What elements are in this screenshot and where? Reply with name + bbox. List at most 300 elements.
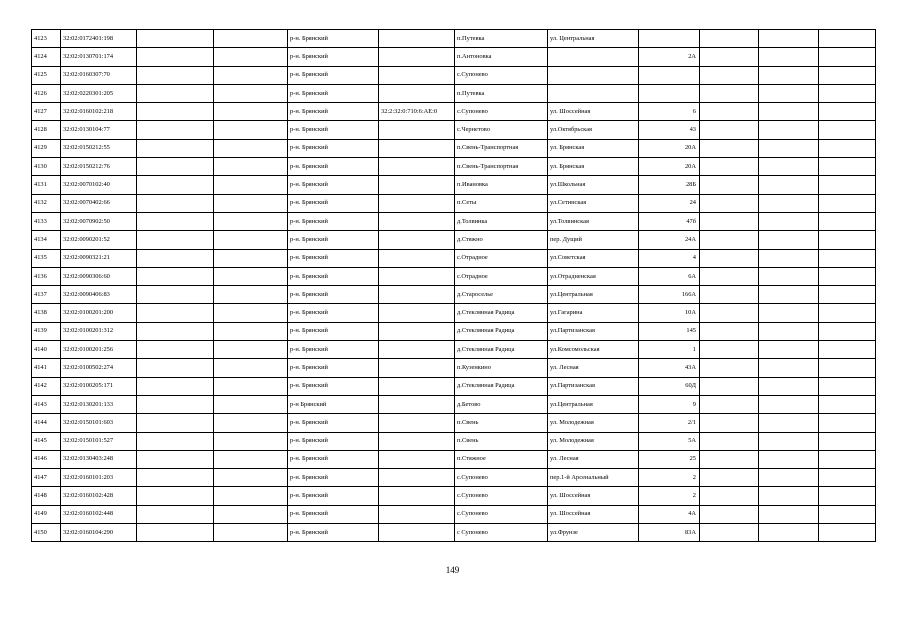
house-number-cell — [639, 84, 700, 102]
row-number-cell: 4125 — [32, 66, 61, 84]
empty-cell — [700, 121, 759, 139]
empty-cell — [700, 212, 759, 230]
empty-cell — [819, 176, 876, 194]
locality-cell: п.Свень — [455, 414, 548, 432]
row-number-cell: 4143 — [32, 395, 61, 413]
locality-cell: с.Супонево — [455, 66, 548, 84]
district-cell: р-н. Брянский — [288, 377, 379, 395]
cadastral-number-cell: 32:02:0100201:312 — [61, 322, 137, 340]
empty-cell — [137, 505, 214, 523]
locality-cell: д.Стеклянная Радица — [455, 322, 548, 340]
district-cell: р-н. Брянский — [288, 341, 379, 359]
street-cell: ул. Брянская — [548, 139, 639, 157]
conditional-number-cell — [379, 322, 455, 340]
district-cell: р-н. Брянский — [288, 304, 379, 322]
cadastral-number-cell: 32:02:0100205:171 — [61, 377, 137, 395]
empty-cell — [700, 267, 759, 285]
cadastral-number-cell: 32:02:0090306:60 — [61, 267, 137, 285]
locality-cell: д.Стеклянная Радица — [455, 377, 548, 395]
empty-cell — [137, 194, 214, 212]
house-number-cell: 2 — [639, 487, 700, 505]
house-number-cell: 83А — [639, 524, 700, 542]
table-row — [32, 469, 876, 487]
empty-cell — [214, 341, 288, 359]
empty-cell — [819, 84, 876, 102]
row-number-cell: 4127 — [32, 103, 61, 121]
empty-cell — [214, 359, 288, 377]
house-number-cell: 166А — [639, 286, 700, 304]
locality-cell: д.Стеклянная Радица — [455, 341, 548, 359]
empty-cell — [759, 267, 819, 285]
locality-cell: с.Супонево — [455, 103, 548, 121]
empty-cell — [819, 194, 876, 212]
cadastral-number-cell: 32:02:0160307:70 — [61, 66, 137, 84]
empty-cell — [819, 395, 876, 413]
empty-cell — [700, 139, 759, 157]
table-row — [32, 158, 876, 176]
district-cell: р-н. Брянский — [288, 48, 379, 66]
conditional-number-cell — [379, 505, 455, 523]
row-number-cell: 4147 — [32, 469, 61, 487]
row-number-cell: 4135 — [32, 249, 61, 267]
cadastral-number-cell: 32:02:0130201:133 — [61, 395, 137, 413]
row-number-cell: 4144 — [32, 414, 61, 432]
conditional-number-cell — [379, 487, 455, 505]
house-number-cell: 60Д — [639, 377, 700, 395]
empty-cell — [137, 359, 214, 377]
district-cell: р-н. Брянский — [288, 84, 379, 102]
conditional-number-cell — [379, 432, 455, 450]
street-cell: ул.Октябрьская — [548, 121, 639, 139]
street-cell: ул. Лесная — [548, 450, 639, 468]
empty-cell — [214, 304, 288, 322]
empty-cell — [214, 194, 288, 212]
empty-cell — [759, 469, 819, 487]
empty-cell — [214, 158, 288, 176]
table-row — [32, 505, 876, 523]
row-number-cell: 4126 — [32, 84, 61, 102]
empty-cell — [214, 322, 288, 340]
empty-cell — [819, 66, 876, 84]
district-cell: р-н. Брянский — [288, 414, 379, 432]
street-cell — [548, 84, 639, 102]
empty-cell — [700, 304, 759, 322]
house-number-cell: 28Б — [639, 176, 700, 194]
empty-cell — [759, 103, 819, 121]
empty-cell — [819, 414, 876, 432]
locality-cell: с Супонево — [455, 524, 548, 542]
table-row — [32, 286, 876, 304]
cadastral-number-cell: 32:02:0160101:203 — [61, 469, 137, 487]
conditional-number-cell — [379, 524, 455, 542]
street-cell: ул.Толвинская — [548, 212, 639, 230]
empty-cell — [819, 377, 876, 395]
empty-cell — [700, 103, 759, 121]
empty-cell — [137, 377, 214, 395]
empty-cell — [759, 231, 819, 249]
house-number-cell: 2/1 — [639, 414, 700, 432]
row-number-cell: 4140 — [32, 341, 61, 359]
empty-cell — [137, 249, 214, 267]
row-number-cell: 4141 — [32, 359, 61, 377]
house-number-cell: 5А — [639, 432, 700, 450]
empty-cell — [137, 84, 214, 102]
empty-cell — [759, 341, 819, 359]
empty-cell — [700, 469, 759, 487]
empty-cell — [137, 450, 214, 468]
district-cell: р-н. Брянский — [288, 322, 379, 340]
table-row — [32, 176, 876, 194]
house-number-cell: 24А — [639, 231, 700, 249]
empty-cell — [819, 487, 876, 505]
locality-cell: п.Путевка — [455, 84, 548, 102]
conditional-number-cell — [379, 48, 455, 66]
empty-cell — [759, 505, 819, 523]
registry-sheet — [31, 29, 876, 542]
registry-table-body — [32, 30, 876, 542]
district-cell: р-н. Брянский — [288, 30, 379, 48]
row-number-cell: 4130 — [32, 158, 61, 176]
street-cell: ул. Шоссейная — [548, 487, 639, 505]
empty-cell — [819, 267, 876, 285]
row-number-cell: 4138 — [32, 304, 61, 322]
cadastral-number-cell: 32:02:0100201:256 — [61, 341, 137, 359]
street-cell: ул.Центральная — [548, 395, 639, 413]
locality-cell: с.Супонево — [455, 469, 548, 487]
locality-cell: п.Ивановка — [455, 176, 548, 194]
empty-cell — [700, 322, 759, 340]
empty-cell — [759, 139, 819, 157]
street-cell: пер.1-й Арсенальный — [548, 469, 639, 487]
locality-cell: п.Путевка — [455, 30, 548, 48]
row-number-cell: 4139 — [32, 322, 61, 340]
locality-cell: с.Отрадное — [455, 267, 548, 285]
empty-cell — [700, 48, 759, 66]
empty-cell — [137, 432, 214, 450]
empty-cell — [759, 414, 819, 432]
row-number-cell: 4131 — [32, 176, 61, 194]
locality-cell: с.Отрадное — [455, 249, 548, 267]
table-row — [32, 194, 876, 212]
cadastral-number-cell: 32:02:0070402:66 — [61, 194, 137, 212]
empty-cell — [759, 30, 819, 48]
empty-cell — [700, 450, 759, 468]
cadastral-number-cell: 32:02:0090201:52 — [61, 231, 137, 249]
street-cell: ул.Советская — [548, 249, 639, 267]
table-row — [32, 414, 876, 432]
table-row — [32, 139, 876, 157]
empty-cell — [819, 103, 876, 121]
conditional-number-cell — [379, 139, 455, 157]
street-cell: ул. Лесная — [548, 359, 639, 377]
empty-cell — [137, 322, 214, 340]
table-row — [32, 524, 876, 542]
conditional-number-cell — [379, 450, 455, 468]
row-number-cell: 4145 — [32, 432, 61, 450]
house-number-cell: 20А — [639, 158, 700, 176]
conditional-number-cell: 32:2:32:0:710:6:АЕ:0 — [379, 103, 455, 121]
row-number-cell: 4142 — [32, 377, 61, 395]
locality-cell: п.Свень — [455, 432, 548, 450]
table-row — [32, 359, 876, 377]
district-cell: р-н. Брянский — [288, 432, 379, 450]
cadastral-number-cell: 32:02:0160102:218 — [61, 103, 137, 121]
conditional-number-cell — [379, 176, 455, 194]
district-cell: р-н. Брянский — [288, 286, 379, 304]
house-number-cell: 4 — [639, 249, 700, 267]
empty-cell — [700, 505, 759, 523]
street-cell: ул.Центральная — [548, 286, 639, 304]
row-number-cell: 4128 — [32, 121, 61, 139]
conditional-number-cell — [379, 359, 455, 377]
table-row — [32, 377, 876, 395]
house-number-cell — [639, 66, 700, 84]
empty-cell — [819, 158, 876, 176]
empty-cell — [700, 158, 759, 176]
cadastral-number-cell: 32:02:0160104:290 — [61, 524, 137, 542]
street-cell: ул.Партизанская — [548, 377, 639, 395]
cadastral-number-cell: 32:02:0160102:428 — [61, 487, 137, 505]
row-number-cell: 4133 — [32, 212, 61, 230]
conditional-number-cell — [379, 212, 455, 230]
cadastral-number-cell: 32:02:0100502:274 — [61, 359, 137, 377]
district-cell: р-н. Брянский — [288, 487, 379, 505]
cadastral-number-cell: 32:02:0150212:76 — [61, 158, 137, 176]
empty-cell — [137, 103, 214, 121]
house-number-cell: 25 — [639, 450, 700, 468]
district-cell: р-н. Брянский — [288, 524, 379, 542]
district-cell: р-н. Брянский — [288, 194, 379, 212]
empty-cell — [819, 30, 876, 48]
empty-cell — [759, 524, 819, 542]
empty-cell — [214, 414, 288, 432]
house-number-cell: 43 — [639, 121, 700, 139]
locality-cell: п.Свень-Транспортная — [455, 158, 548, 176]
cadastral-number-cell: 32:02:0070902:50 — [61, 212, 137, 230]
locality-cell: п.Свень-Транспортная — [455, 139, 548, 157]
conditional-number-cell — [379, 158, 455, 176]
conditional-number-cell — [379, 377, 455, 395]
cadastral-number-cell: 32:02:0130104:77 — [61, 121, 137, 139]
conditional-number-cell — [379, 121, 455, 139]
district-cell: р-н. Брянский — [288, 158, 379, 176]
street-cell: ул.Отрадненская — [548, 267, 639, 285]
cadastral-number-cell: 32:02:0090406:83 — [61, 286, 137, 304]
locality-cell: д.Стеклянная Радица — [455, 304, 548, 322]
empty-cell — [700, 30, 759, 48]
district-cell: р-н. Брянский — [288, 212, 379, 230]
empty-cell — [700, 249, 759, 267]
locality-cell: с.Супонево — [455, 487, 548, 505]
cadastral-number-cell: 32:02:0172401:198 — [61, 30, 137, 48]
empty-cell — [700, 359, 759, 377]
street-cell: ул.Комсомольская — [548, 341, 639, 359]
empty-cell — [214, 84, 288, 102]
empty-cell — [137, 48, 214, 66]
row-number-cell: 4132 — [32, 194, 61, 212]
house-number-cell: 10А — [639, 304, 700, 322]
empty-cell — [137, 267, 214, 285]
locality-cell: п.Сеты — [455, 194, 548, 212]
conditional-number-cell — [379, 267, 455, 285]
row-number-cell: 4137 — [32, 286, 61, 304]
empty-cell — [759, 377, 819, 395]
empty-cell — [137, 231, 214, 249]
empty-cell — [759, 66, 819, 84]
empty-cell — [137, 212, 214, 230]
locality-cell: д.Бетово — [455, 395, 548, 413]
page-number: 149 — [445, 565, 460, 575]
street-cell: ул. Брянская — [548, 158, 639, 176]
empty-cell — [214, 432, 288, 450]
empty-cell — [137, 139, 214, 157]
row-number-cell: 4129 — [32, 139, 61, 157]
row-number-cell: 4149 — [32, 505, 61, 523]
locality-cell: д.Староселье — [455, 286, 548, 304]
street-cell: ул.Школьная — [548, 176, 639, 194]
cadastral-number-cell: 32:02:0150101:527 — [61, 432, 137, 450]
table-row — [32, 231, 876, 249]
empty-cell — [137, 395, 214, 413]
empty-cell — [759, 432, 819, 450]
empty-cell — [137, 158, 214, 176]
empty-cell — [819, 249, 876, 267]
empty-cell — [700, 286, 759, 304]
registry-table — [31, 29, 876, 542]
table-row — [32, 432, 876, 450]
empty-cell — [214, 30, 288, 48]
empty-cell — [759, 395, 819, 413]
empty-cell — [819, 286, 876, 304]
empty-cell — [700, 231, 759, 249]
street-cell: ул. Шоссейная — [548, 103, 639, 121]
empty-cell — [700, 194, 759, 212]
empty-cell — [214, 505, 288, 523]
empty-cell — [819, 322, 876, 340]
empty-cell — [819, 48, 876, 66]
street-cell: ул.Гагарина — [548, 304, 639, 322]
empty-cell — [759, 84, 819, 102]
district-cell: р-н. Брянский — [288, 139, 379, 157]
street-cell: ул.Партизанская — [548, 322, 639, 340]
empty-cell — [819, 212, 876, 230]
empty-cell — [214, 395, 288, 413]
table-row — [32, 267, 876, 285]
empty-cell — [700, 66, 759, 84]
empty-cell — [819, 121, 876, 139]
table-row — [32, 304, 876, 322]
empty-cell — [759, 286, 819, 304]
empty-cell — [819, 139, 876, 157]
table-row — [32, 121, 876, 139]
house-number-cell: 2 — [639, 469, 700, 487]
district-cell: р-н. Брянский — [288, 231, 379, 249]
district-cell: р-н. Брянский — [288, 121, 379, 139]
empty-cell — [137, 176, 214, 194]
empty-cell — [137, 30, 214, 48]
table-row — [32, 48, 876, 66]
empty-cell — [819, 359, 876, 377]
district-cell: р-н. Брянский — [288, 249, 379, 267]
district-cell: р-н. Брянский — [288, 103, 379, 121]
empty-cell — [700, 341, 759, 359]
conditional-number-cell — [379, 194, 455, 212]
row-number-cell: 4146 — [32, 450, 61, 468]
empty-cell — [759, 487, 819, 505]
conditional-number-cell — [379, 469, 455, 487]
empty-cell — [214, 176, 288, 194]
empty-cell — [214, 121, 288, 139]
table-row — [32, 103, 876, 121]
empty-cell — [700, 524, 759, 542]
empty-cell — [137, 469, 214, 487]
street-cell — [548, 66, 639, 84]
house-number-cell: 1 — [639, 341, 700, 359]
empty-cell — [819, 505, 876, 523]
table-row — [32, 30, 876, 48]
locality-cell: д.Стяжно — [455, 231, 548, 249]
house-number-cell: 2А — [639, 48, 700, 66]
empty-cell — [214, 524, 288, 542]
empty-cell — [137, 304, 214, 322]
table-row — [32, 249, 876, 267]
district-cell: р-н. Брянский — [288, 66, 379, 84]
empty-cell — [759, 176, 819, 194]
empty-cell — [819, 450, 876, 468]
locality-cell: с.Чернетово — [455, 121, 548, 139]
conditional-number-cell — [379, 414, 455, 432]
conditional-number-cell — [379, 30, 455, 48]
empty-cell — [137, 121, 214, 139]
empty-cell — [700, 176, 759, 194]
street-cell — [548, 48, 639, 66]
empty-cell — [759, 249, 819, 267]
empty-cell — [214, 103, 288, 121]
empty-cell — [214, 450, 288, 468]
district-cell: р-н Брянский — [288, 395, 379, 413]
empty-cell — [137, 66, 214, 84]
locality-cell: п.Антоновка — [455, 48, 548, 66]
empty-cell — [214, 139, 288, 157]
empty-cell — [214, 487, 288, 505]
empty-cell — [214, 212, 288, 230]
locality-cell: с.Супонево — [455, 505, 548, 523]
conditional-number-cell — [379, 304, 455, 322]
empty-cell — [759, 359, 819, 377]
empty-cell — [700, 432, 759, 450]
empty-cell — [214, 249, 288, 267]
street-cell: ул. Молодежная — [548, 414, 639, 432]
empty-cell — [759, 194, 819, 212]
district-cell: р-н. Брянский — [288, 505, 379, 523]
empty-cell — [214, 231, 288, 249]
empty-cell — [759, 450, 819, 468]
house-number-cell: 6А — [639, 267, 700, 285]
empty-cell — [137, 286, 214, 304]
empty-cell — [759, 158, 819, 176]
row-number-cell: 4123 — [32, 30, 61, 48]
conditional-number-cell — [379, 341, 455, 359]
house-number-cell — [639, 30, 700, 48]
empty-cell — [137, 487, 214, 505]
cadastral-number-cell: 32:02:0130403:248 — [61, 450, 137, 468]
street-cell: ул. Шоссейная — [548, 505, 639, 523]
table-row — [32, 84, 876, 102]
cadastral-number-cell: 32:02:0130701:174 — [61, 48, 137, 66]
cadastral-number-cell: 32:02:0090321:21 — [61, 249, 137, 267]
row-number-cell: 4124 — [32, 48, 61, 66]
street-cell: ул.Фрунзе — [548, 524, 639, 542]
